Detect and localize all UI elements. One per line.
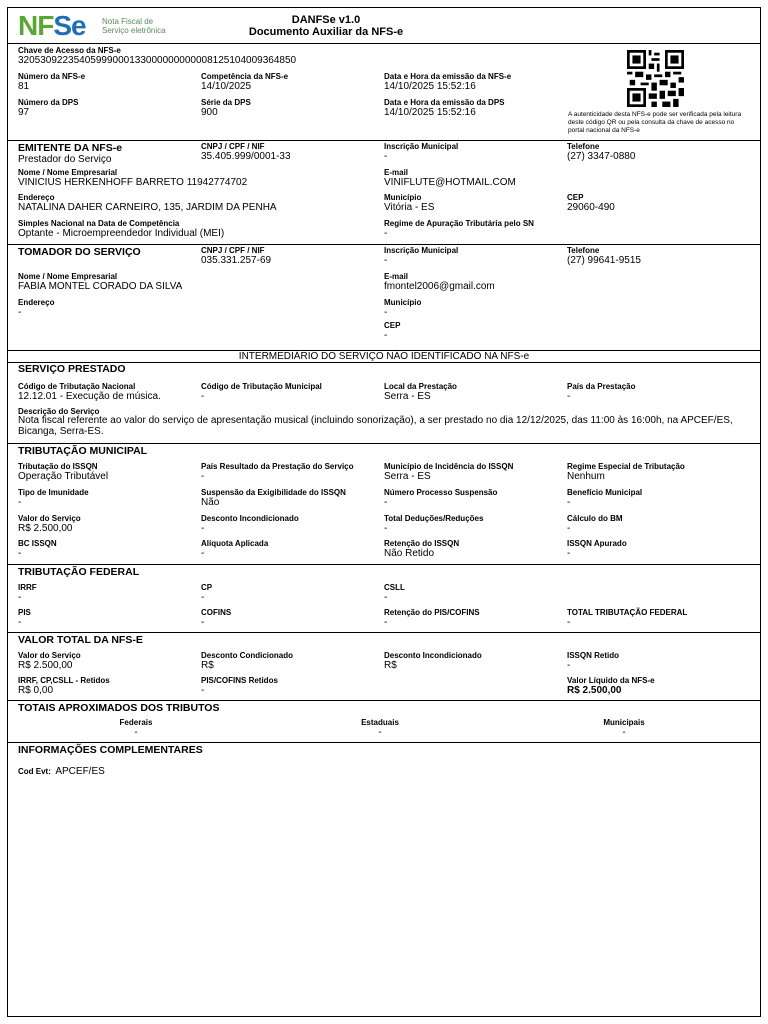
- retencao-pis-cofins: Retenção do PIS/COFINS -: [384, 608, 480, 628]
- emitente-inscricao: Inscrição Municipal -: [384, 142, 459, 162]
- trib-valor-servico: Valor do Serviço R$ 2.500,00: [18, 514, 81, 534]
- vt-pis-cofins-retidos: PIS/COFINS Retidos -: [201, 676, 278, 696]
- danfse-document: [7, 7, 761, 1017]
- totais-municipais: Municipais -: [603, 718, 645, 738]
- bc-issqn: BC ISSQN -: [18, 539, 57, 559]
- intermediario-notice: INTERMEDIÁRIO DO SERVIÇO NÃO IDENTIFICADO NA NFS-e: [238, 351, 530, 362]
- totais-estaduais: Estaduais -: [361, 718, 399, 738]
- trib-mun-title: TRIBUTAÇÃO MUNICIPAL: [18, 445, 148, 457]
- tomador-telefone: Telefone (27) 99641-9515: [567, 246, 641, 266]
- emitente-municipio: Município Vitória - ES: [384, 193, 435, 213]
- trib-issqn: Tributação do ISSQN Operação Tributável: [18, 462, 109, 482]
- emitente-title: EMITENTE DA NFS-e Prestador do Serviço: [18, 142, 123, 165]
- document-header: NFSe Nota Fiscal de Serviço eletrônica DANFSe v1.0 Documento Auxiliar da NFS-e: [8, 8, 760, 44]
- trib-fed-title: TRIBUTAÇÃO FEDERAL: [18, 566, 140, 578]
- qr-code-icon: [627, 50, 684, 107]
- tomador-inscricao: Inscrição Municipal -: [384, 246, 459, 266]
- totais-title: TOTAIS APROXIMADOS DOS TRIBUTOS: [18, 702, 220, 714]
- aliquota-aplicada: Alíquota Aplicada -: [201, 539, 269, 559]
- issqn-apurado: ISSQN Apurado -: [567, 539, 627, 559]
- servico-title: SERVIÇO PRESTADO: [18, 363, 126, 375]
- vt-desconto-cond: Desconto Condicionado R$: [201, 651, 293, 671]
- vt-desconto-incond: Desconto Incondicionado R$: [384, 651, 482, 671]
- tomador-cnpj: CNPJ / CPF / NIF 035.331.257-69: [201, 246, 272, 266]
- csll: CSLL -: [384, 583, 405, 603]
- retencao-issqn: Retenção do ISSQN Não Retido: [384, 539, 460, 559]
- valor-total-title: VALOR TOTAL DA NFS-E: [18, 634, 143, 646]
- pis: PIS -: [18, 608, 31, 628]
- emitente-cep: CEP 29060-490: [567, 193, 615, 213]
- cp: CP -: [201, 583, 213, 603]
- emitente-endereco: Endereço NATALINA DAHER CARNEIRO, 135, JARDIM DA PENHA: [18, 193, 277, 213]
- servico-cod-nacional: Código de Tributação Nacional 12.12.01 - Execução de música.: [18, 382, 161, 402]
- servico-local: Local da Prestação Serra - ES: [384, 382, 457, 402]
- total-tributacao-federal: TOTAL TRIBUTAÇÃO FEDERAL -: [567, 608, 688, 628]
- vt-valor-servico: Valor do Serviço R$ 2.500,00: [18, 651, 81, 671]
- emitente-simples-nacional: Simples Nacional na Data de Competência Optante - Microempreendedor Individual (MEI): [18, 219, 225, 239]
- irrf: IRRF -: [18, 583, 37, 603]
- tomador-cep: CEP -: [384, 321, 401, 341]
- servico-descricao-label: Descrição do Serviço: [18, 407, 100, 416]
- tomador-municipio: Município -: [384, 298, 422, 318]
- vt-irrf-retidos: IRRF, CP,CSLL - Retidos R$ 0,00: [18, 676, 110, 696]
- chave-acesso: Chave de Acesso da NFS-e 32053092235405999000133000000000008125104009364850: [18, 46, 297, 66]
- serie-dps: Série da DPS 900: [201, 98, 251, 118]
- servico-descricao: Nota fiscal referente ao valor do serviço de apresentação musical (incluindo sonorização), a ser prestado no dia 12/12/2025, das 11:00 às 16:00h, na APCEF/ES, Bicanga, Serra-ES.: [18, 415, 733, 437]
- servico-pais: País da Prestação -: [567, 382, 636, 402]
- regime-especial: Regime Especial de Tributação Nenhum: [567, 462, 685, 482]
- info-title: INFORMAÇÕES COMPLEMENTARES: [18, 744, 203, 756]
- tipo-imunidade: Tipo de Imunidade -: [18, 488, 89, 508]
- vt-issqn-retido: ISSQN Retido -: [567, 651, 620, 671]
- tomador-endereco: Endereço -: [18, 298, 55, 318]
- emitente-email: E-mail VINIFLUTE@HOTMAIL.COM: [384, 168, 516, 188]
- document-title: DANFSe v1.0 Documento Auxiliar da NFS-e: [248, 14, 404, 38]
- emitente-telefone: Telefone (27) 3347-0880: [567, 142, 636, 162]
- emitente-cnpj: CNPJ / CPF / NIF 35.405.999/0001-33: [201, 142, 291, 162]
- emitente-regime-sn: Regime de Apuração Tributária pelo SN -: [384, 219, 534, 239]
- emitente-nome: Nome / Nome Empresarial VINICIUS HERKENHOFF BARRETO 11942774702: [18, 168, 248, 188]
- info-cod-evt: Cod Evt: APCEF/ES: [18, 766, 105, 777]
- numero-processo: Número Processo Suspensão -: [384, 488, 498, 508]
- municipio-incidencia: Município de Incidência do ISSQN Serra - ES: [384, 462, 514, 482]
- numero-nfse: Número da NFS-e 81: [18, 72, 86, 92]
- tomador-title: TOMADOR DO SERVIÇO: [18, 246, 141, 258]
- vt-valor-liquido: Valor Líquido da NFS-e R$ 2.500,00: [567, 676, 655, 696]
- servico-cod-municipal: Código de Tributação Municipal -: [201, 382, 322, 402]
- emissao-dps: Data e Hora da emissão da DPS 14/10/2025 15:52:16: [384, 98, 505, 118]
- cofins: COFINS -: [201, 608, 232, 628]
- numero-dps: Número da DPS 97: [18, 98, 79, 118]
- suspensao-exigibilidade: Suspensão da Exigibilidade do ISSQN Não: [201, 488, 346, 508]
- tomador-nome: Nome / Nome Empresarial FABIA MONTEL CORADO DA SILVA: [18, 272, 183, 292]
- beneficio-municipal: Benefício Municipal -: [567, 488, 643, 508]
- competencia: Competência da NFS-e 14/10/2025: [201, 72, 289, 92]
- totais-federais: Federais -: [119, 718, 153, 738]
- calculo-bm: Cálculo do BM -: [567, 514, 623, 534]
- pais-resultado: País Resultado da Prestação do Serviço -: [201, 462, 354, 482]
- total-deducoes: Total Deduções/Reduções -: [384, 514, 484, 534]
- trib-desconto-incond: Desconto Incondicionado -: [201, 514, 299, 534]
- tomador-email: E-mail fmontel2006@gmail.com: [384, 272, 495, 292]
- emissao-nfse: Data e Hora da emissão da NFS-e 14/10/2025 15:52:16: [384, 72, 512, 92]
- qr-authenticity-note: A autenticidade desta NFS-e pode ser verificada pela leitura deste código QR ou pela consulta da chave de acesso no portal nacional da NFS-e: [568, 111, 742, 134]
